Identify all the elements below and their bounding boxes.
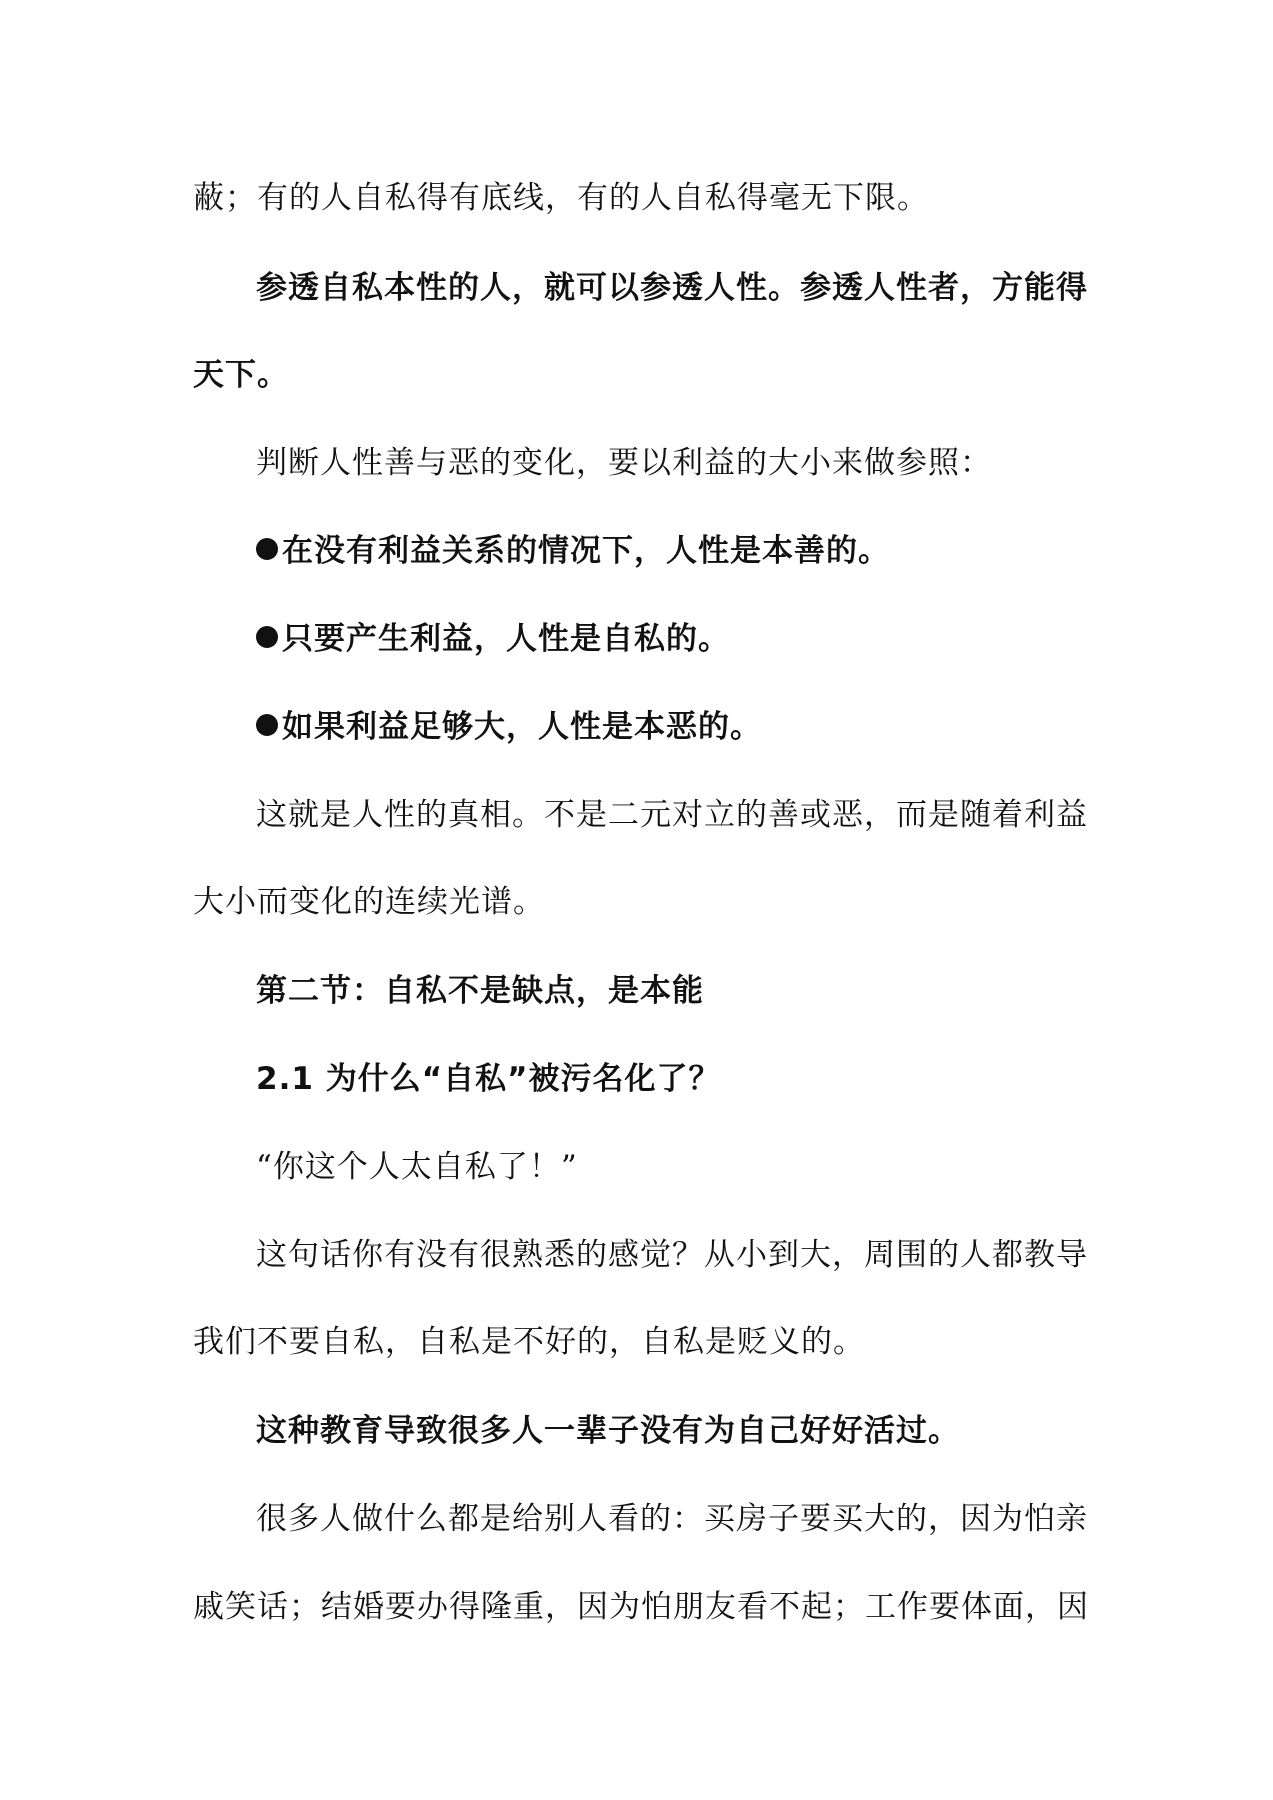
bullet-text: 在没有利益关系的情况下，人性是本善的。 — [282, 533, 890, 569]
paragraph-line: 很多人做什么都是给别人看的：买房子要买大的，因为怕亲 — [256, 1501, 1088, 1537]
bullet-item — [256, 707, 762, 747]
document-page — [193, 0, 1089, 1800]
bullet-icon — [256, 538, 278, 560]
paragraph-line-bold: 这种教育导致很多人一辈子没有为自己好好活过。 — [256, 1413, 960, 1449]
paragraph-line: 这句话你有没有很熟悉的感觉？从小到大，周围的人都教导 — [256, 1237, 1088, 1273]
bullet-text: 如果利益足够大，人性是本恶的。 — [282, 709, 762, 745]
bullet-text: 只要产生利益，人性是自私的。 — [282, 621, 730, 657]
section-heading: 第二节：自私不是缺点，是本能 — [256, 973, 704, 1009]
paragraph-line: 判断人性善与恶的变化，要以利益的大小来做参照： — [256, 445, 992, 481]
paragraph-line: 大小而变化的连续光谱。 — [193, 884, 545, 920]
bullet-item — [256, 531, 890, 571]
paragraph-line: 蔽；有的人自私得有底线，有的人自私得毫无下限。 — [193, 180, 929, 216]
paragraph-line: 我们不要自私，自私是不好的，自私是贬义的。 — [193, 1324, 865, 1360]
bullet-icon — [256, 626, 278, 648]
quote-line: “你这个人太自私了！” — [256, 1149, 578, 1185]
paragraph-line-bold: 天下。 — [193, 357, 289, 393]
paragraph-line: 这就是人性的真相。不是二元对立的善或恶，而是随着利益 — [256, 797, 1088, 833]
subsection-heading: 2.1 为什么“自私”被污名化了？ — [256, 1061, 721, 1097]
bullet-icon — [256, 714, 278, 736]
paragraph-line-bold: 参透自私本性的人，就可以参透人性。参透人性者，方能得 — [256, 270, 1088, 306]
bullet-item — [256, 619, 730, 659]
paragraph-line: 戚笑话；结婚要办得隆重，因为怕朋友看不起；工作要体面，因 — [193, 1589, 1089, 1625]
